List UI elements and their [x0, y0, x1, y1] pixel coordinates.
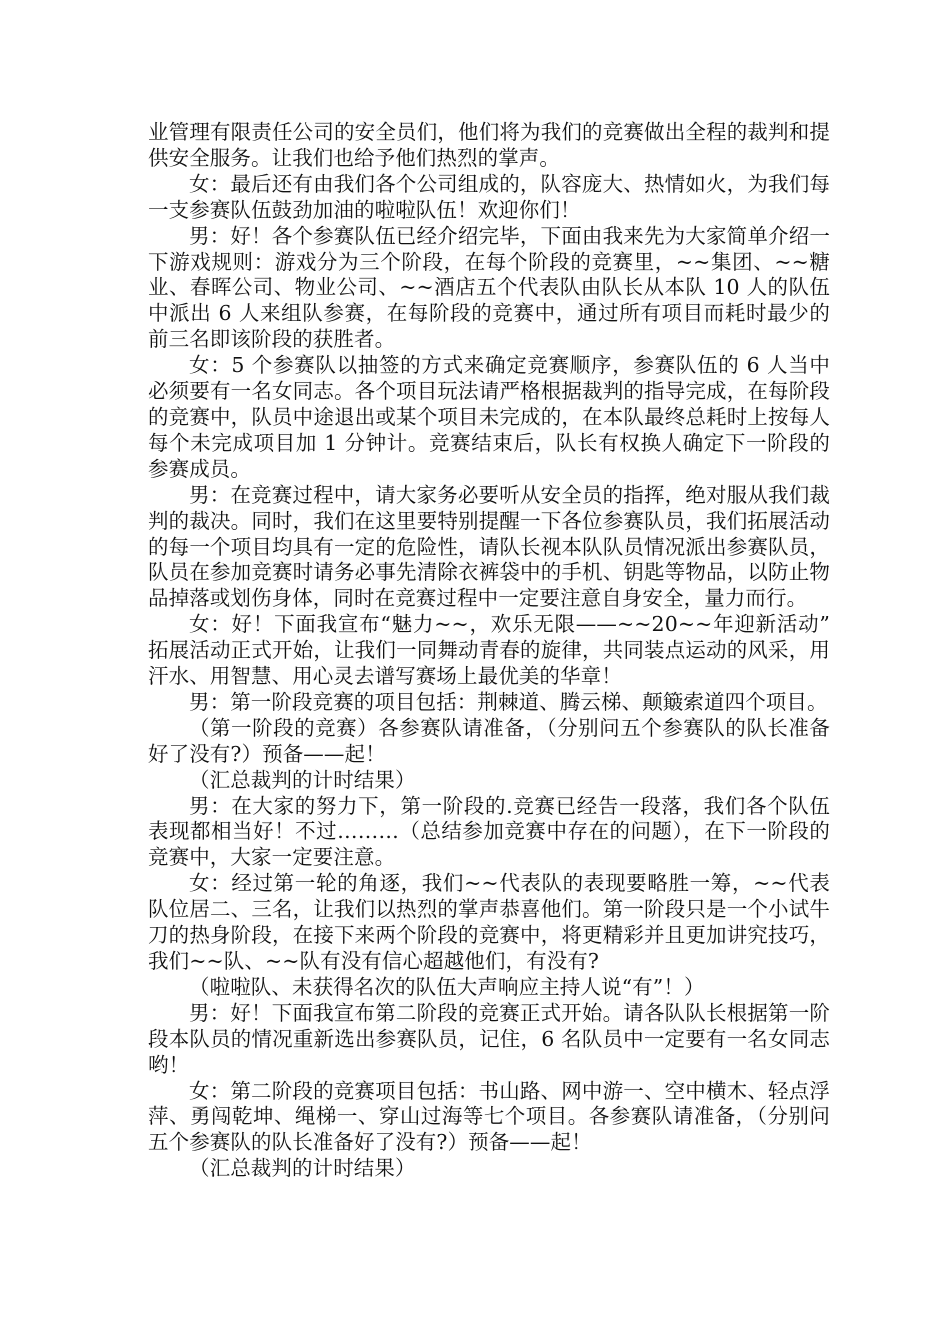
paragraph-3: 男：好！各个参赛队伍已经介绍完毕，下面由我来先为大家简单介绍一下游戏规则：游戏分为三个阶段，在每个阶段的竞赛里，~~集团、~~糖业、春晖公司、物业公司、~~酒店五个代表队由队长从本队 10 人的队伍中派出 6 人来组队参赛，在每阶段的竞赛中，通过所有项目而耗时最少的前三名即该阶段的获胜者。: [148, 223, 830, 352]
paragraph-11: 女：经过第一轮的角逐，我们~~代表队的表现要略胜一筹，~~代表队位居二、三名，让我们以热烈的掌声恭喜他们。第一阶段只是一个小试牛刀的热身阶段，在接下来两个阶段的竞赛中，将更精彩并且更加讲究技巧，我们~~队、~~队有没有信心超越他们，有没有?: [148, 871, 830, 973]
paragraph-4: 女：5 个参赛队以抽签的方式来确定竞赛顺序，参赛队伍的 6 人当中必须要有一名女同志。各个项目玩法请严格根据裁判的指导完成，在每阶段的竞赛中，队员中途退出或某个项目未完成的，在本队最终总耗时上按每人每个未完成项目加 1 分钟计。竞赛结束后，队长有权换人确定下一阶段的参赛成员。: [148, 353, 830, 481]
paragraph-9: （汇总裁判的计时结果）: [189, 767, 416, 792]
paragraph-7: 男：第一阶段竞赛的项目包括：荆棘道、腾云梯、颠簸索道四个项目。: [189, 689, 828, 714]
paragraph-12: （啦啦队、未获得名次的队伍大声响应主持人说“有”！）: [189, 974, 705, 999]
paragraph-10: 男：在大家的努力下，第一阶段的.竞赛已经告一段落，我们各个队伍表现都相当好！不过………（总结参加竞赛中存在的问题），在下一阶段的竞赛中，大家一定要注意。: [148, 793, 830, 870]
paragraph-1: 业管理有限责任公司的安全员们，他们将为我们的竞赛做出全程的裁判和提供安全服务。让我们也给予他们热烈的掌声。: [148, 120, 830, 170]
paragraph-5: 男：在竞赛过程中，请大家务必要听从安全员的指挥，绝对服从我们裁判的裁决。同时，我们在这里要特别提醒一下各位参赛队员，我们拓展活动的每一个项目均具有一定的危险性，请队长视本队队员情况派出参赛队员，队员在参加竞赛时请务必事先清除衣裤袋中的手机、钥匙等物品，以防止物品掉落或划伤身体，同时在竞赛过程中一定要注意自身安全，量力而行。: [148, 482, 830, 611]
paragraph-15: （汇总裁判的计时结果）: [189, 1156, 416, 1181]
document-body: [148, 120, 830, 1182]
paragraph-6: 女：好！下面我宣布“魅力~~，欢乐无限——~~20~~年迎新活动”拓展活动正式开始，让我们一同舞动青春的旋律，共同装点运动的风采，用汗水、用智慧、用心灵去谱写赛场上最优美的华章！: [148, 612, 830, 689]
paragraph-13: 男：好！下面我宣布第二阶段的竞赛正式开始。请各队队长根据第一阶段本队员的情况重新选出参赛队员，记住，6 名队员中一定要有一名女同志哟！: [148, 1000, 830, 1077]
paragraph-2: 女：最后还有由我们各个公司组成的，队容庞大、热情如火，为我们每一支参赛队伍鼓劲加油的啦啦队伍！欢迎你们！: [148, 171, 830, 222]
paragraph-14: 女：第二阶段的竞赛项目包括：书山路、网中游一、空中横木、轻点浮萍、勇闯乾坤、绳梯一、穿山过海等七个项目。各参赛队请准备，（分别问五个参赛队的队长准备好了没有?）预备——起！: [148, 1078, 830, 1155]
paragraph-8: （第一阶段的竞赛）各参赛队请准备，（分别问五个参赛队的队长准备好了没有?）预备——起！: [148, 715, 830, 766]
